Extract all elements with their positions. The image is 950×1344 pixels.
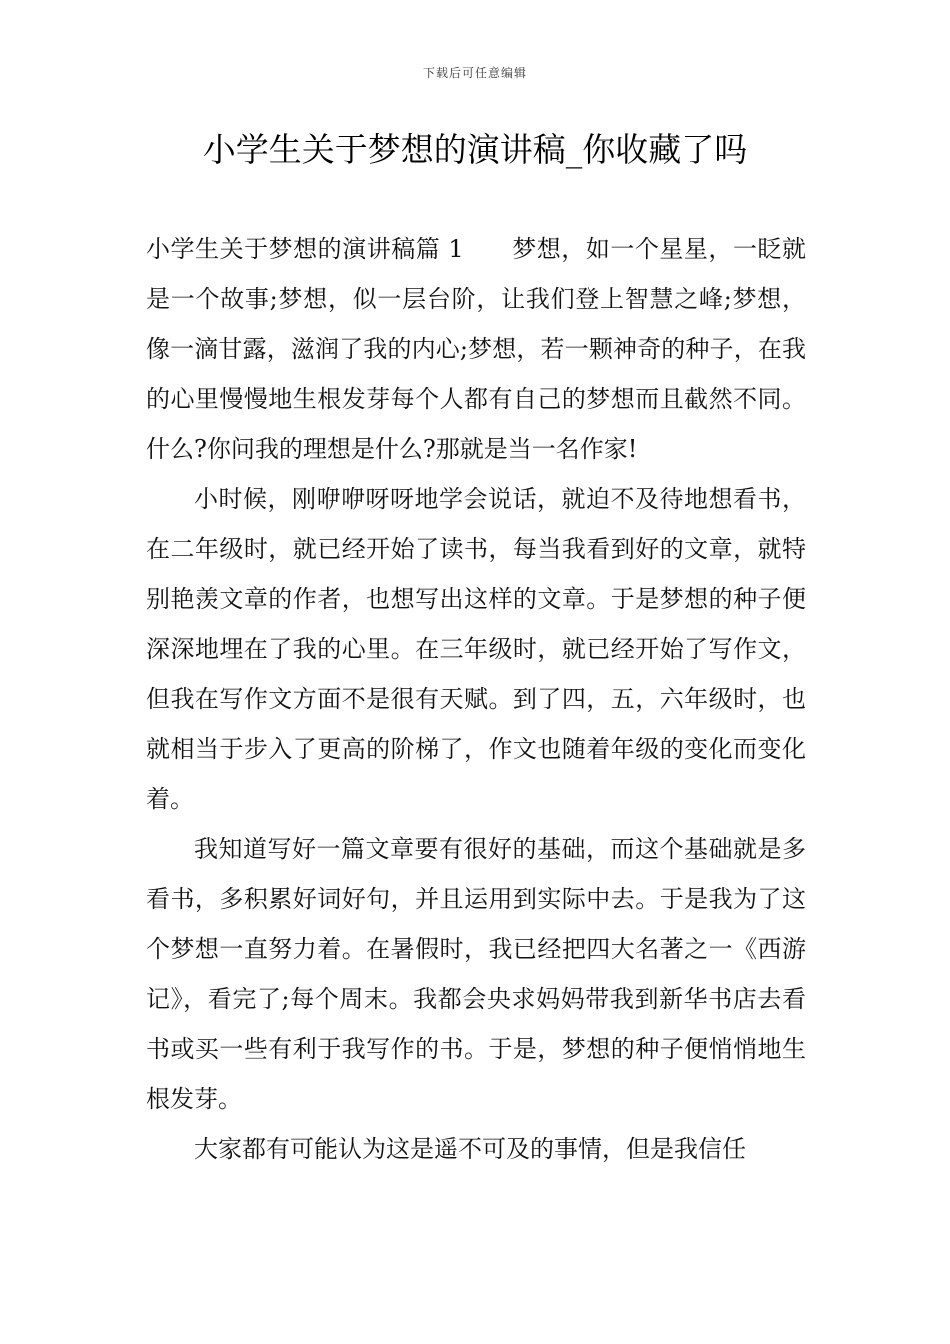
paragraph-3: 我知道写好一篇文章要有很好的基础，而这个基础就是多看书，多积累好词好句，并且运用到实际中去。于是我为了这个梦想一直努力着。在暑假时，我已经把四大名著之一《西游记》，看完了;每个周末。我都会央求妈妈带我到新华书店去看书或买一些有利于我写作的书。于是，梦想的种子便悄悄地生根发芽。: [146, 835, 806, 1113]
document-title: 小学生关于梦想的演讲稿_你收藏了吗: [202, 130, 748, 169]
section-heading: 小学生关于梦想的演讲稿篇 1: [146, 235, 464, 263]
paragraph-2: 小时候，刚咿咿呀呀地学会说话，就迫不及待地想看书，在二年级时，就已经开始了读书，每当我看到好的文章，就特别艳羡文章的作者，也想写出这样的文章。于是梦想的种子便深深地埋在了我的心里。在三年级时，就已经开始了写作文，但我在写作文方面不是很有天赋。到了四，五，六年级时，也就相当于步入了更高的阶梯了，作文也随着年级的变化而变化着。: [146, 485, 806, 813]
header-note: 下载后可任意编辑: [422, 66, 527, 80]
paragraph-1: [146, 224, 806, 474]
paragraph-4: 大家都有可能认为这是遥不可及的事情，但是我信任: [194, 1135, 746, 1163]
paragraph-1-text: 梦想，如一个星星，一眨就是一个故事;梦想，似一层台阶，让我们登上智慧之峰;梦想，像一滴甘露，滋润了我的内心;梦想，若一颗神奇的种子，在我的心里慢慢地生根发芽每个人都有自己的梦想而且截然不同。什么?你问我的理想是什么?那就是当一名作家!: [146, 235, 807, 463]
document-body: [146, 224, 806, 1174]
